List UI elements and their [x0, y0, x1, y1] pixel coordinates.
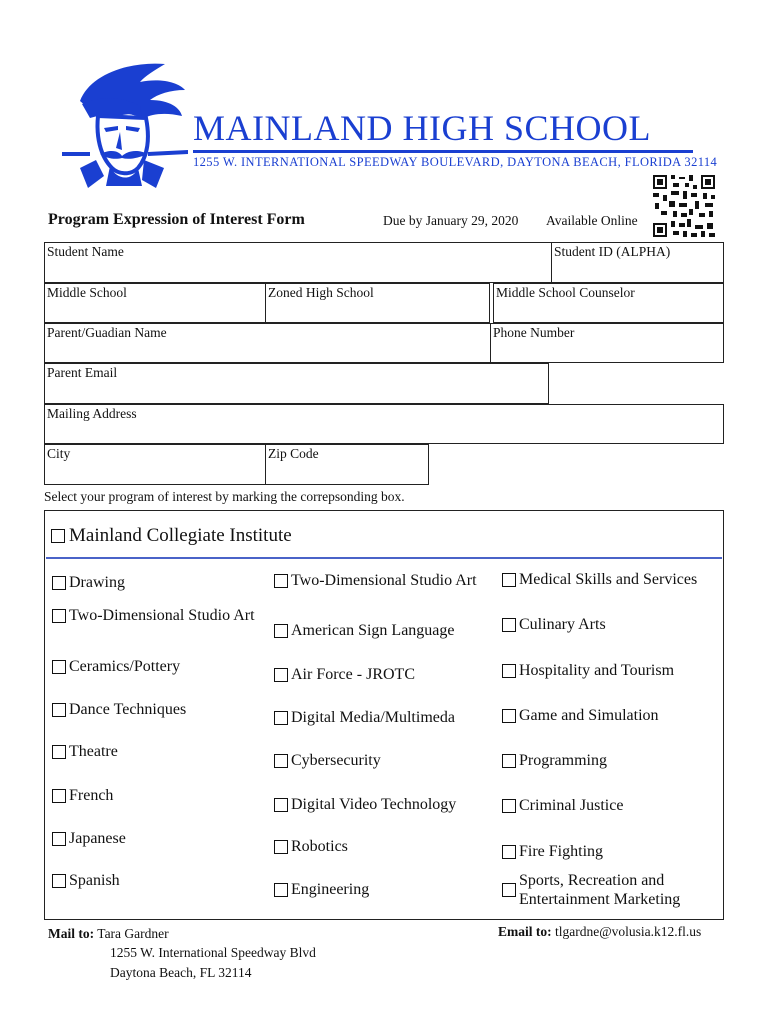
program-label: Engineering: [291, 881, 370, 898]
email-to: [498, 924, 701, 940]
program-option[interactable]: [274, 571, 481, 590]
program-option[interactable]: [52, 829, 126, 848]
checkbox-icon[interactable]: [274, 711, 288, 725]
program-option[interactable]: [274, 621, 455, 640]
program-option[interactable]: [52, 700, 186, 719]
program-option[interactable]: [502, 615, 606, 634]
zip-code-label: Zip Code: [268, 446, 319, 461]
program-label: Fire Fighting: [519, 843, 604, 860]
email-address[interactable]: tlgardne@volusia.k12.fl.us: [555, 924, 702, 939]
mail-to: [48, 924, 169, 943]
mailing-address-label: Mailing Address: [47, 406, 137, 421]
program-label: Two-Dimensional Studio Art: [69, 607, 255, 624]
checkbox-icon[interactable]: [502, 799, 516, 813]
zoned-high-school-label: Zoned High School: [268, 285, 374, 300]
checkbox-icon[interactable]: [52, 609, 66, 623]
parent-name-field[interactable]: [44, 323, 491, 363]
mail-to-name: Tara Gardner: [97, 926, 169, 941]
buccaneer-logo-icon: [60, 56, 190, 191]
mail-address: [110, 943, 316, 982]
program-option[interactable]: [52, 657, 180, 676]
city-field[interactable]: [44, 444, 266, 485]
mail-to-label: Mail to:: [48, 926, 95, 941]
email-to-label: Email to:: [498, 924, 552, 939]
program-option[interactable]: [502, 570, 697, 589]
program-label: Spanish: [69, 872, 120, 889]
checkbox-icon[interactable]: [52, 576, 66, 590]
program-option[interactable]: [502, 661, 674, 680]
program-option[interactable]: [502, 706, 659, 725]
student-name-label: Student Name: [47, 244, 124, 259]
program-label: Sports, Recreation and Entertainment Marketing: [519, 872, 681, 908]
checkbox-icon[interactable]: [51, 529, 65, 543]
checkbox-icon[interactable]: [52, 789, 66, 803]
instructions: Select your program of interest by marking the correpsonding box.: [44, 489, 405, 504]
checkbox-icon[interactable]: [274, 798, 288, 812]
qr-code-icon[interactable]: [651, 173, 717, 239]
program-option[interactable]: [274, 665, 415, 684]
checkbox-icon[interactable]: [502, 664, 516, 678]
phone-number-field[interactable]: [490, 323, 724, 363]
checkbox-icon[interactable]: [502, 883, 516, 897]
program-label: Two-Dimensional Studio Art: [291, 572, 477, 589]
mail-city: Daytona Beach, FL 32114: [110, 964, 252, 980]
student-id-label: Student ID (ALPHA): [554, 244, 671, 259]
middle-school-counselor-label: Middle School Counselor: [496, 285, 635, 300]
program-label: Drawing: [69, 574, 125, 591]
program-option[interactable]: [502, 842, 603, 861]
program-label: French: [69, 787, 114, 804]
program-label: Dance Techniques: [69, 701, 187, 718]
due-date: Due by January 29, 2020: [383, 213, 519, 228]
available-online: Available Online: [546, 213, 638, 228]
program-option[interactable]: [274, 751, 381, 770]
zoned-high-school-field[interactable]: [265, 283, 490, 323]
checkbox-icon[interactable]: [502, 618, 516, 632]
checkbox-icon[interactable]: [52, 703, 66, 717]
phone-number-label: Phone Number: [493, 325, 575, 340]
program-option[interactable]: [52, 573, 125, 592]
program-option[interactable]: [52, 742, 118, 761]
collegiate-option[interactable]: [51, 525, 292, 547]
checkbox-icon[interactable]: [52, 874, 66, 888]
header-rule: [193, 150, 693, 153]
parent-name-label: Parent/Guadian Name: [47, 325, 167, 340]
program-label: Digital Video Technology: [291, 796, 457, 813]
mailing-address-field[interactable]: [44, 404, 724, 444]
program-label: Game and Simulation: [519, 707, 659, 724]
checkbox-icon[interactable]: [274, 574, 288, 588]
checkbox-icon[interactable]: [502, 754, 516, 768]
program-option[interactable]: [274, 837, 348, 856]
program-label: Air Force - JROTC: [291, 666, 415, 683]
middle-school-counselor-field[interactable]: [493, 283, 724, 323]
middle-school-field[interactable]: [44, 283, 266, 323]
checkbox-icon[interactable]: [502, 709, 516, 723]
program-option[interactable]: [52, 606, 259, 625]
program-option[interactable]: [274, 795, 456, 814]
checkbox-icon[interactable]: [52, 660, 66, 674]
program-label: Criminal Justice: [519, 797, 624, 814]
program-option[interactable]: [502, 796, 623, 815]
program-option[interactable]: [274, 880, 369, 899]
checkbox-icon[interactable]: [52, 745, 66, 759]
checkbox-icon[interactable]: [274, 840, 288, 854]
checkbox-icon[interactable]: [274, 883, 288, 897]
collegiate-label: Mainland Collegiate Institute: [69, 525, 292, 546]
checkbox-icon[interactable]: [274, 624, 288, 638]
program-option[interactable]: [274, 708, 455, 727]
zip-code-field[interactable]: [265, 444, 429, 485]
program-label: American Sign Language: [291, 622, 455, 639]
program-label: Medical Skills and Services: [519, 571, 698, 588]
program-label: Cybersecurity: [291, 752, 381, 769]
form-title: Program Expression of Interest Form: [48, 211, 305, 228]
school-name: MAINLAND HIGH SCHOOL: [193, 108, 651, 148]
program-label: Culinary Arts: [519, 616, 606, 633]
parent-email-field[interactable]: [44, 363, 549, 404]
student-name-field[interactable]: [44, 242, 552, 283]
checkbox-icon[interactable]: [502, 573, 516, 587]
parent-email-label: Parent Email: [47, 365, 118, 380]
program-label: Programming: [519, 752, 607, 769]
checkbox-icon[interactable]: [274, 668, 288, 682]
program-option[interactable]: [52, 871, 120, 890]
student-id-field[interactable]: [551, 242, 724, 283]
checkbox-icon[interactable]: [274, 754, 288, 768]
program-label: Ceramics/Pottery: [69, 658, 181, 675]
middle-school-label: Middle School: [47, 285, 127, 300]
mail-street: 1255 W. International Speedway Blvd: [110, 945, 316, 960]
program-label: Digital Media/Multimeda: [291, 709, 455, 726]
city-label: City: [47, 446, 71, 461]
program-option[interactable]: [502, 871, 709, 909]
program-label: Robotics: [291, 838, 348, 855]
checkbox-icon[interactable]: [502, 845, 516, 859]
program-option[interactable]: [52, 786, 113, 805]
checkbox-icon[interactable]: [52, 832, 66, 846]
school-address: 1255 W. INTERNATIONAL SPEEDWAY BOULEVARD, DAYTONA BEACH, FLORIDA 32114: [193, 155, 718, 169]
collegiate-divider: [46, 557, 722, 559]
program-label: Hospitality and Tourism: [519, 662, 675, 679]
program-label: Japanese: [69, 830, 126, 847]
program-option[interactable]: [502, 751, 607, 770]
program-label: Theatre: [69, 743, 118, 760]
